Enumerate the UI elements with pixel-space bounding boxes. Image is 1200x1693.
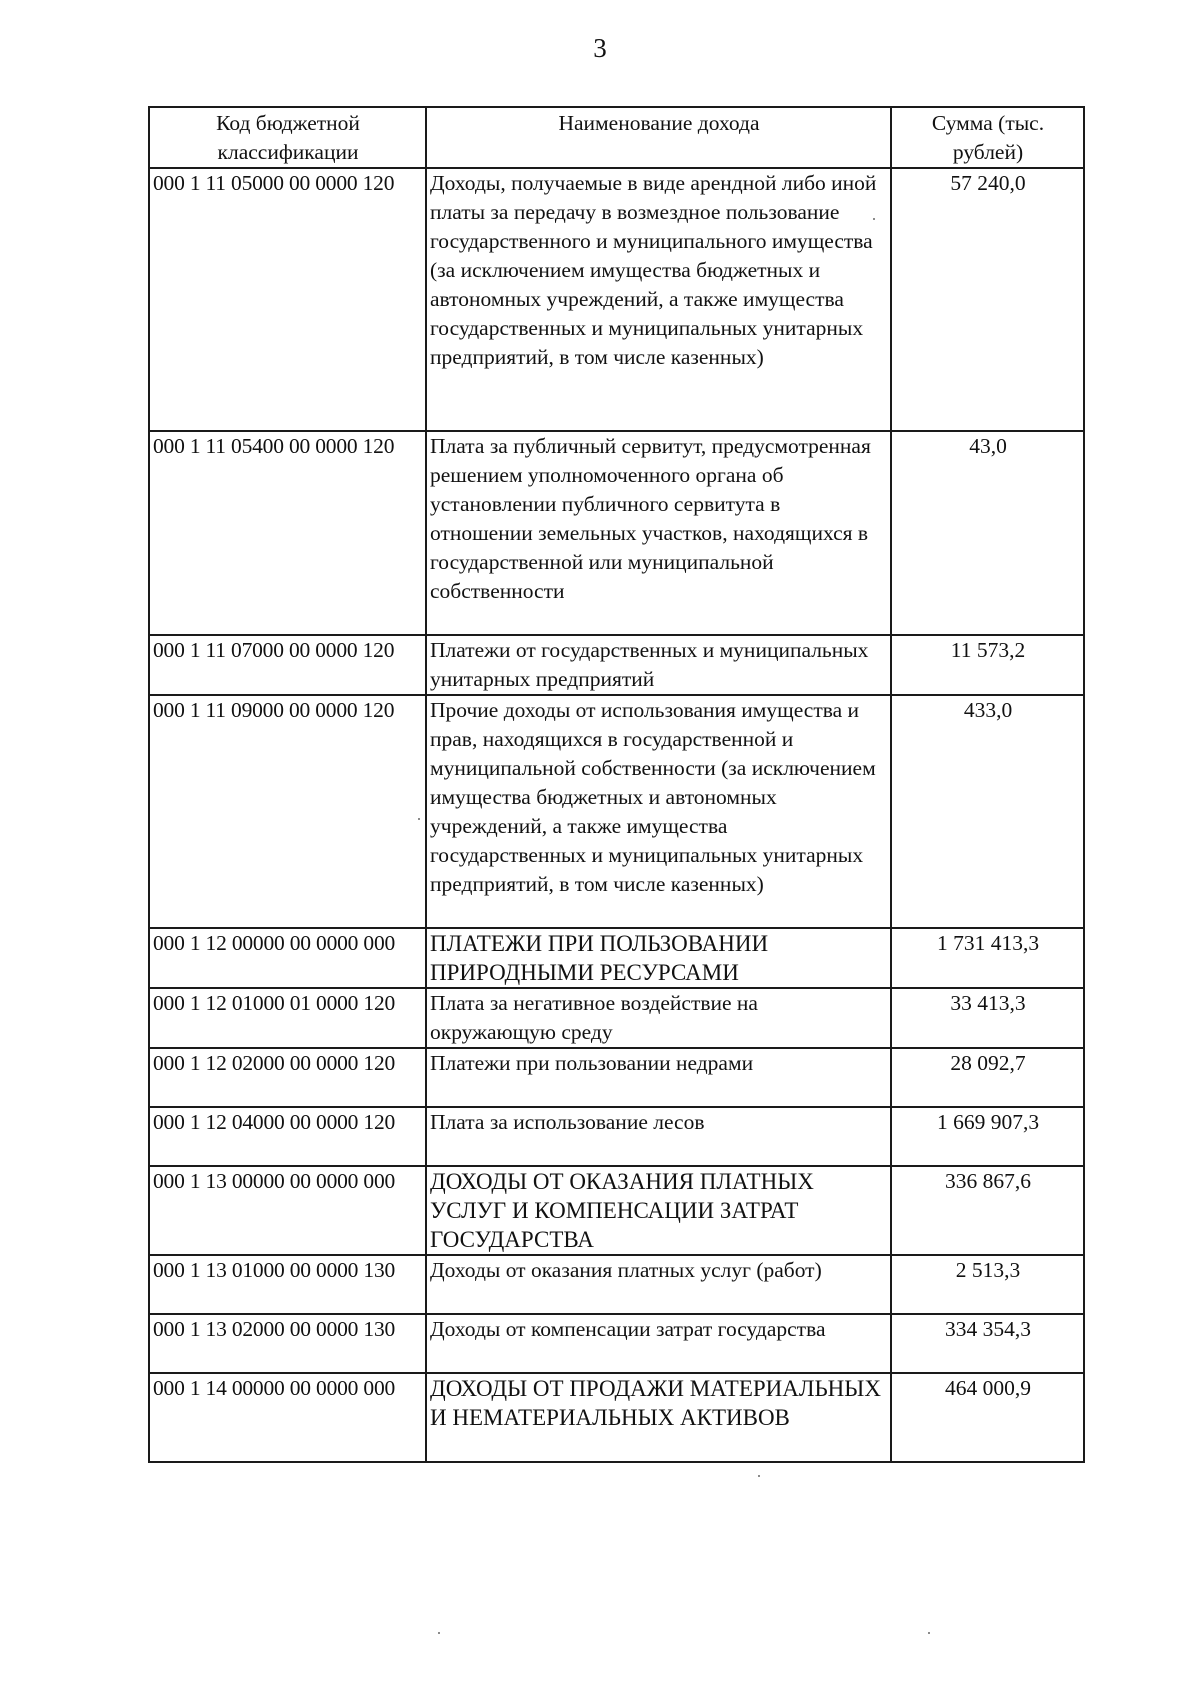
income-sum: 28 092,7 — [891, 1048, 1084, 1107]
table-row — [149, 1314, 1084, 1373]
income-sum: 2 513,3 — [891, 1255, 1084, 1314]
income-sum: 336 867,6 — [891, 1166, 1084, 1255]
table-header-row — [149, 107, 1084, 168]
page-number: 3 — [593, 33, 607, 63]
income-sum: 57 240,0 — [891, 168, 1084, 431]
budget-code: 000 1 13 00000 00 0000 000 — [149, 1166, 426, 1255]
income-sum: 1 731 413,3 — [891, 928, 1084, 988]
budget-code: 000 1 11 09000 00 0000 120 — [149, 695, 426, 928]
income-name: Плата за публичный сервитут, предусмотренная решением уполномоченного органа об установлении публичного сервитута в отношении земельных участков, находящихся в государственной или муниципальной собственности — [426, 431, 891, 635]
table-row — [149, 1048, 1084, 1107]
income-name: Доходы от оказания платных услуг (работ) — [426, 1255, 891, 1314]
budget-code: 000 1 11 07000 00 0000 120 — [149, 635, 426, 695]
table-row — [149, 695, 1084, 928]
budget-code: 000 1 12 02000 00 0000 120 — [149, 1048, 426, 1107]
budget-code: 000 1 12 00000 00 0000 000 — [149, 928, 426, 988]
income-sum: 33 413,3 — [891, 988, 1084, 1048]
header-sum: Сумма (тыс. рублей) — [891, 107, 1084, 168]
budget-code: 000 1 11 05400 00 0000 120 — [149, 431, 426, 635]
table-row — [149, 1255, 1084, 1314]
income-name: ДОХОДЫ ОТ ОКАЗАНИЯ ПЛАТНЫХ УСЛУГ И КОМПЕНСАЦИИ ЗАТРАТ ГОСУДАРСТВА — [426, 1166, 891, 1255]
table-row — [149, 1107, 1084, 1166]
income-sum: 11 573,2 — [891, 635, 1084, 695]
table-row — [149, 431, 1084, 635]
budget-code: 000 1 12 04000 00 0000 120 — [149, 1107, 426, 1166]
income-name: Плата за использование лесов — [426, 1107, 891, 1166]
table-row — [149, 635, 1084, 695]
income-sum: 43,0 — [891, 431, 1084, 635]
table-row — [149, 928, 1084, 988]
header-code: Код бюджетной классификации — [149, 107, 426, 168]
table-row — [149, 1166, 1084, 1255]
header-name: Наименование дохода — [426, 107, 891, 168]
income-sum: 464 000,9 — [891, 1373, 1084, 1462]
revenue-table — [148, 106, 1085, 1463]
income-name: Доходы, получаемые в виде арендной либо иной платы за передачу в возмездное пользование государственного и муниципального имущества (за исключением имущества бюджетных и автономных учреждений, а также имущества государственных и муниципальных унитарных предприятий, в том числе казенных) — [426, 168, 891, 431]
income-name: Прочие доходы от использования имущества и прав, находящихся в государственной и муниципальной собственности (за исключением имущества бюджетных и автономных учреждений, а также имущества государственных и муниципальных унитарных предприятий, в том числе казенных) — [426, 695, 891, 928]
budget-code: 000 1 12 01000 01 0000 120 — [149, 988, 426, 1048]
income-name: Платежи от государственных и муниципальных унитарных предприятий — [426, 635, 891, 695]
income-name: Плата за негативное воздействие на окружающую среду — [426, 988, 891, 1048]
income-name: Платежи при пользовании недрами — [426, 1048, 891, 1107]
table-row — [149, 1373, 1084, 1462]
income-sum: 1 669 907,3 — [891, 1107, 1084, 1166]
income-sum: 334 354,3 — [891, 1314, 1084, 1373]
table-row — [149, 168, 1084, 431]
income-name: ПЛАТЕЖИ ПРИ ПОЛЬЗОВАНИИ ПРИРОДНЫМИ РЕСУРСАМИ — [426, 928, 891, 988]
budget-code: 000 1 11 05000 00 0000 120 — [149, 168, 426, 431]
budget-code: 000 1 13 01000 00 0000 130 — [149, 1255, 426, 1314]
income-name: ДОХОДЫ ОТ ПРОДАЖИ МАТЕРИАЛЬНЫХ И НЕМАТЕРИАЛЬНЫХ АКТИВОВ — [426, 1373, 891, 1462]
budget-code: 000 1 14 00000 00 0000 000 — [149, 1373, 426, 1462]
income-name: Доходы от компенсации затрат государства — [426, 1314, 891, 1373]
table-row — [149, 988, 1084, 1048]
income-sum: 433,0 — [891, 695, 1084, 928]
budget-code: 000 1 13 02000 00 0000 130 — [149, 1314, 426, 1373]
